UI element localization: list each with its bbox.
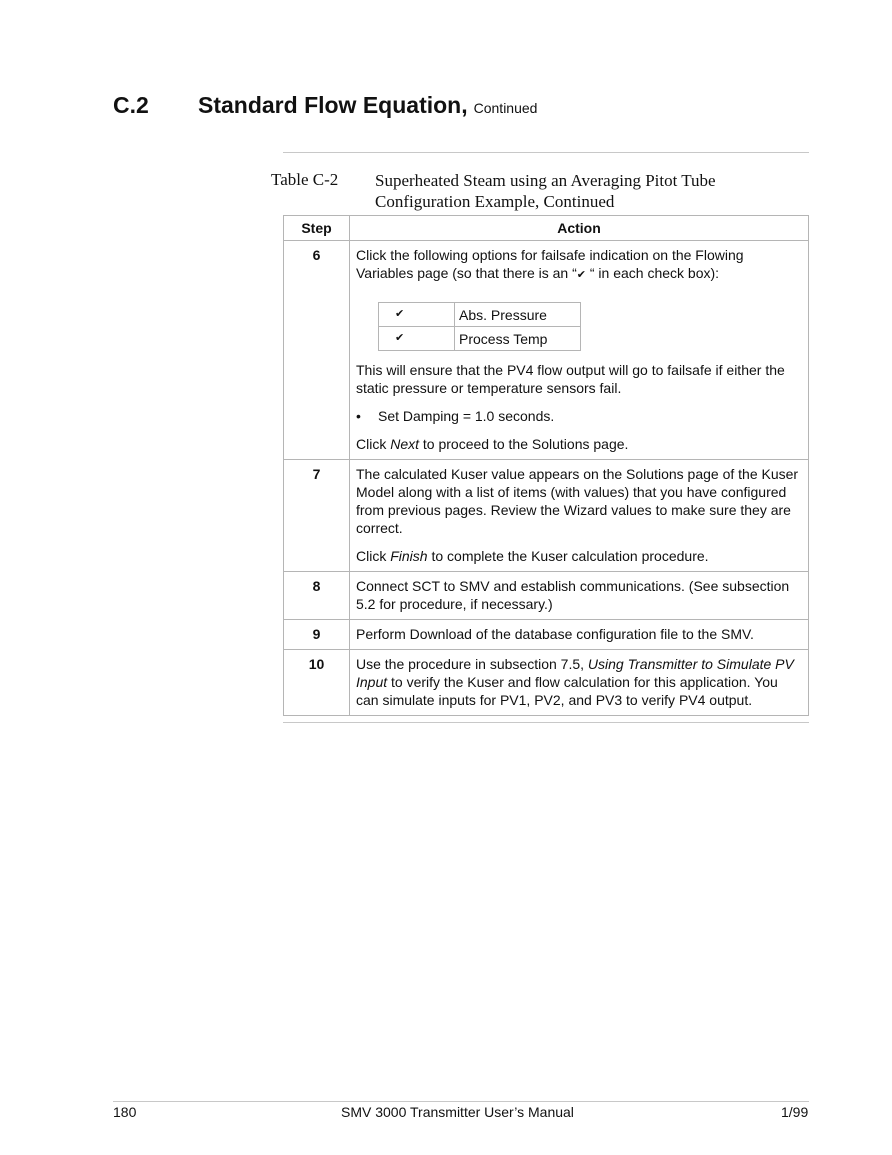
section-title-text: Standard Flow Equation, <box>198 92 468 118</box>
check-icon: ✔ <box>379 327 455 351</box>
step-number: 9 <box>284 620 350 650</box>
option-label: Process Temp <box>455 327 581 351</box>
section-title <box>198 92 537 119</box>
table-row <box>284 241 809 460</box>
step-number: 10 <box>284 650 350 716</box>
option-label: Abs. Pressure <box>455 303 581 327</box>
section-number: C.2 <box>113 92 149 118</box>
click-post: to proceed to the Solutions page. <box>419 436 629 452</box>
option-row <box>379 327 581 351</box>
click-post: to complete the Kuser calculation procedure. <box>427 548 709 564</box>
manual-date: 1/99 <box>781 1104 809 1120</box>
click-emphasis: Next <box>390 436 420 452</box>
action-text: Perform Download of the database configuration file to the SMV. <box>350 620 809 650</box>
action-text-post: to verify the Kuser and flow calculation for this application. You can simulate inputs for PV1, PV2, and PV3 to verify PV4 output. <box>356 674 778 708</box>
click-emphasis: Finish <box>390 548 428 564</box>
click-next-text <box>356 435 802 453</box>
check-icon: ✔ <box>576 269 586 281</box>
step-number: 6 <box>284 241 350 460</box>
step-number: 8 <box>284 572 350 620</box>
damping-text: Set Damping = 1.0 seconds. <box>378 408 555 424</box>
failsafe-options-table <box>378 302 581 351</box>
manual-title: SMV 3000 Transmitter User’s Manual <box>341 1104 574 1120</box>
failsafe-intro <box>356 246 802 284</box>
action-text: The calculated Kuser value appears on the Solutions page of the Kuser Model along with a list of items (with values) that you have configured from previous pages. Review the Wizard values to make sure they are correct. <box>356 466 799 536</box>
table-header-row <box>284 216 809 241</box>
bottom-divider <box>283 722 809 723</box>
action-text-emphasis: Using Transmitter to Simulate PV Input <box>356 656 794 690</box>
table-row <box>284 460 809 572</box>
damping-item <box>356 407 802 425</box>
action-cell <box>350 241 809 460</box>
action-column-header: Action <box>350 216 809 241</box>
option-row <box>379 303 581 327</box>
footer-divider <box>113 1101 809 1102</box>
step-column-header: Step <box>284 216 350 241</box>
table-caption-title: Superheated Steam using an Averaging Pitot Tube Configuration Example, Continued <box>375 171 716 211</box>
page-number: 180 <box>113 1104 137 1120</box>
check-icon: ✔ <box>379 303 455 327</box>
step-number: 7 <box>284 460 350 572</box>
action-cell <box>350 650 809 716</box>
procedure-table <box>283 215 809 716</box>
click-pre: Click <box>356 548 391 564</box>
section-continued: Continued <box>473 100 538 116</box>
intro-text-b: “ in each check box): <box>585 265 720 281</box>
table-row <box>284 572 809 620</box>
action-cell <box>350 460 809 572</box>
click-finish-text <box>356 547 802 565</box>
table-row <box>284 620 809 650</box>
table-row <box>284 650 809 716</box>
click-pre: Click <box>356 436 391 452</box>
table-caption-label: Table C-2 <box>271 170 339 189</box>
intro-text-a: Click the following options for failsafe indication on the Flowing Variables page (so that there is an “ <box>356 247 744 281</box>
top-divider <box>283 152 809 153</box>
action-text-pre: Use the procedure in subsection 7.5, <box>356 656 588 672</box>
bullet-icon: • <box>356 408 361 424</box>
ensure-text: This will ensure that the PV4 flow output will go to failsafe if either the static pressure or temperature sensors fail. <box>356 362 785 396</box>
action-text: Connect SCT to SMV and establish communications. (See subsection 5.2 for procedure, if necessary.) <box>350 572 809 620</box>
